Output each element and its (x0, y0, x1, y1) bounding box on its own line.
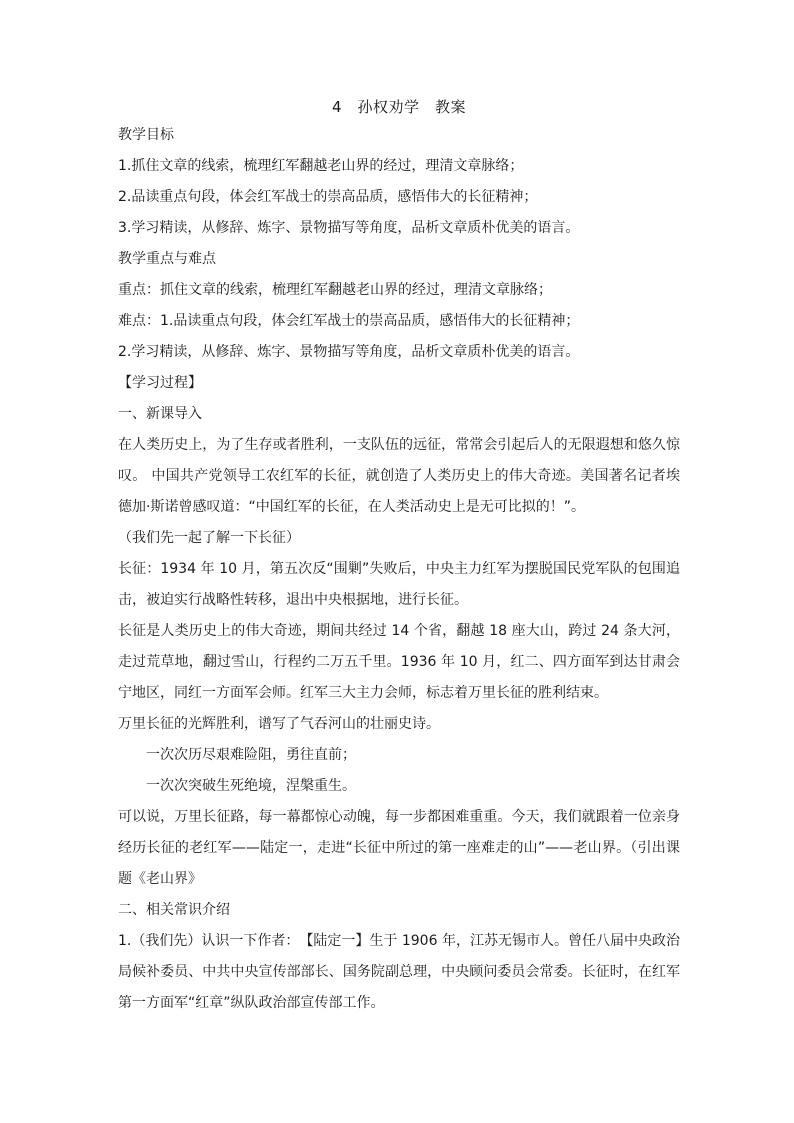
document-title: 4 孙权劝学 教案 (331, 98, 467, 116)
objective-3: 3.学习精读，从修辞、炼字、景物描写等角度，品析文章质朴优美的语言。 (118, 220, 580, 236)
difficult-point-2: 2.学习精读，从修辞、炼字、景物描写等角度，品析文章质朴优美的语言。 (118, 344, 580, 360)
author-intro-paragraph: 1.（我们先）认识一下作者： 【陆定一】生于 1906 年，江苏无锡市人。曾任八届中央政治局候补委员、中共中央宣传部部长、国务院副总理，中央顾问委员会常委。长征时，在红军第一方面军“红章”纵队政治部宣传部工作。 (118, 933, 680, 1011)
transition-paragraph: 可以说，万里长征路，每一幕都惊心动魄，每一步都困难重重。今天，我们就跟着一位亲身经历长征的老红军——陆定一，走进“长征中所过的第一座难走的山”——老山界。（引出课题《老山界》 (118, 809, 680, 887)
objectives-heading: 教学目标 (118, 127, 174, 143)
long-march-paragraph-1: 长征：1934 年 10 月，第五次反“围剿”失败后，中央主力红军为摆脱国民党军队的包围追击，被迫实行战略性转移，退出中央根据地，进行长征。 (118, 561, 680, 608)
document-body (118, 96, 680, 1019)
section1-heading: 一、新课导入 (118, 406, 202, 422)
verse-line-1: 一次次历尽艰难险阻，勇往直前； (146, 747, 356, 763)
objective-2: 2.品读重点句段，体会红军战士的崇高品质，感悟伟大的长征精神； (118, 189, 538, 205)
long-march-paragraph-2: 长征是人类历史上的伟大奇迹，期间共经过 14 个省，翻越 18 座大山，跨过 24 条大河，走过荒草地，翻过雪山，行程约二万五千里。1936 年 10 月，红二、四方面军到达甘肃会宁地区，同红一方面军会师。红军三大主力会师，标志着万里长征的胜利结束。 (118, 623, 680, 701)
objective-1: 1.抓住文章的线索，梳理红军翻越老山界的经过，理清文章脉络； (118, 158, 524, 174)
aside-note: （我们先一起了解一下长征） (118, 530, 300, 546)
key-point: 重点：抓住文章的线索，梳理红军翻越老山界的经过，理清文章脉络； (118, 282, 552, 298)
key-difficult-heading: 教学重点与难点 (118, 251, 216, 267)
intro-paragraph: 在人类历史上，为了生存或者胜利，一支队伍的远征，常常会引起后人的无限遐想和悠久惊叹。 中国共产党领导工农红军的长征，就创造了人类历史上的伟大奇迹。美国著名记者埃德加·斯诺曾感叹道：“中国红军的长征，在人类活动史上是无可比拟的！”。 (118, 437, 680, 515)
process-heading: 【学习过程】 (118, 375, 202, 391)
section2-heading: 二、相关常识介绍 (118, 902, 230, 918)
long-march-paragraph-3: 万里长征的光辉胜利，谱写了气吞河山的壮丽史诗。 (118, 716, 440, 732)
difficult-point-1: 难点：1.品读重点句段，体会红军战士的崇高品质，感悟伟大的长征精神； (118, 313, 580, 329)
verse-line-2: 一次次突破生死绝境，涅槃重生。 (146, 778, 356, 794)
